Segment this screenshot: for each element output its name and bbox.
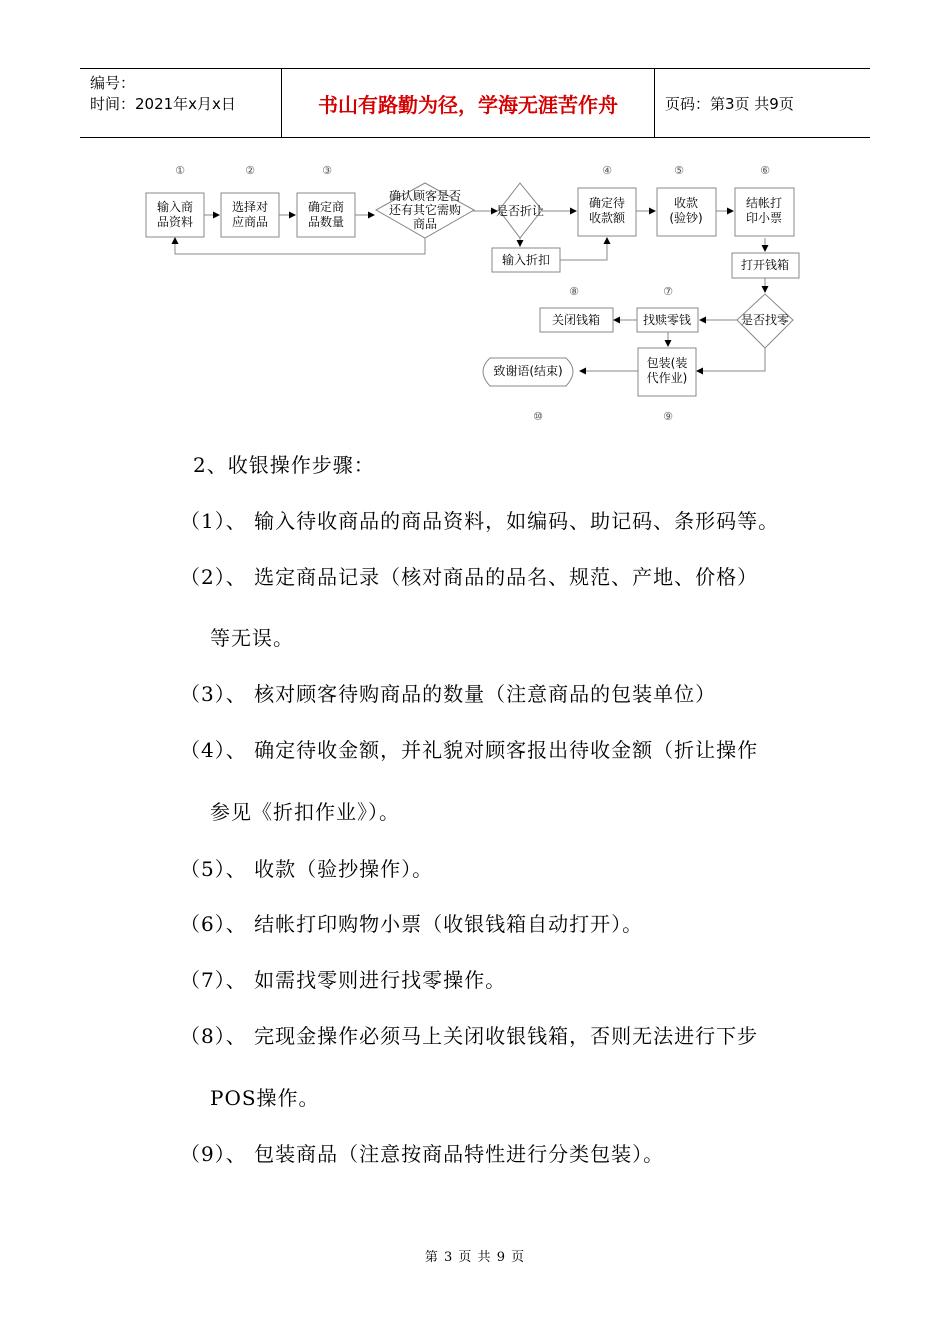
step-item-5: （5）、 收款（验抄操作）。: [180, 857, 434, 881]
number-label: 编号：: [90, 74, 136, 92]
decision-more-line2: 还有其它需购: [388, 203, 462, 217]
step-num-3: ③: [322, 164, 332, 177]
step5-line2: (验钞): [669, 211, 703, 225]
pack-line1: 包装(装: [646, 356, 688, 370]
step3-line1: 确定商: [307, 200, 345, 214]
step-item-8-cont: POS操作。: [210, 1086, 320, 1110]
step-num-5: ⑤: [674, 164, 684, 177]
step4-line2: 收款额: [588, 211, 626, 225]
step2-line2: 应商品: [231, 215, 269, 229]
close-drawer: 关闭钱箱: [551, 313, 601, 327]
step-num-1: ①: [175, 164, 185, 177]
decision-discount: 是否折让: [495, 204, 545, 218]
step1-line2: 品资料: [156, 215, 194, 229]
give-change: 找赎零钱: [642, 313, 692, 327]
section-heading: 2、收银操作步骤：: [193, 453, 375, 477]
decision-more-line1: 确认顾客是否: [388, 189, 462, 203]
thanks-end: 致谢语(结束): [493, 364, 563, 378]
step-item-4-cont: 参见《折扣作业》）。: [210, 800, 400, 824]
time-label: 时间：2021年x月x日: [90, 95, 236, 113]
open-drawer: 打开钱箱: [740, 258, 790, 272]
header-page-label: 页码：第3页 共9页: [665, 94, 794, 113]
step-num-4: ④: [602, 164, 612, 177]
step-item-1: （1）、 输入待收商品的商品资料，如编码、助记码、条形码等。: [180, 509, 780, 533]
step-num-7: ⑦: [663, 285, 673, 298]
step-item-3: （3）、 核对顾客待购商品的数量（注意商品的包装单位）: [180, 682, 717, 706]
step-item-2: （2）、 选定商品记录（核对商品的品名、规范、产地、价格）: [180, 565, 759, 589]
step3-line2: 品数量: [307, 215, 345, 229]
step-num-6: ⑥: [760, 164, 770, 177]
step-item-9: （9）、 包装商品（注意按商品特性进行分类包装）。: [180, 1142, 665, 1166]
step1-line1: 输入商: [156, 200, 194, 214]
decision-change: 是否找零: [740, 313, 790, 327]
decision-more-line3: 商品: [412, 217, 438, 231]
step4-line1: 确定待: [588, 196, 626, 210]
step-num-9: ⑨: [663, 410, 673, 423]
step-num-2: ②: [245, 164, 255, 177]
step-num-8: ⑧: [569, 285, 579, 298]
step-item-2-cont: 等无误。: [210, 626, 294, 650]
header-motto: 书山有路勤为径，学海无涯苦作舟: [282, 69, 655, 137]
step6-line2: 印小票: [745, 211, 783, 225]
step-num-10: ⑩: [533, 410, 543, 423]
input-discount: 输入折扣: [501, 253, 551, 267]
step-item-6: （6）、 结帐打印购物小票（收银钱箱自动打开）。: [180, 912, 644, 936]
step6-line1: 结帐打: [745, 196, 783, 210]
step-item-4: （4）、 确定待收金额，并礼貌对顾客报出待收金额（折让操作: [180, 738, 759, 762]
step-item-8: （8）、 完现金操作必须马上关闭收银钱箱，否则无法进行下步: [180, 1024, 759, 1048]
page-footer: 第 3 页 共 9 页: [424, 1250, 526, 1265]
step-item-7: （7）、 如需找零则进行找零操作。: [180, 968, 507, 992]
step2-line1: 选择对: [231, 200, 269, 214]
pack-line2: 代作业): [646, 371, 688, 385]
step5-line1: 收款: [673, 196, 699, 210]
